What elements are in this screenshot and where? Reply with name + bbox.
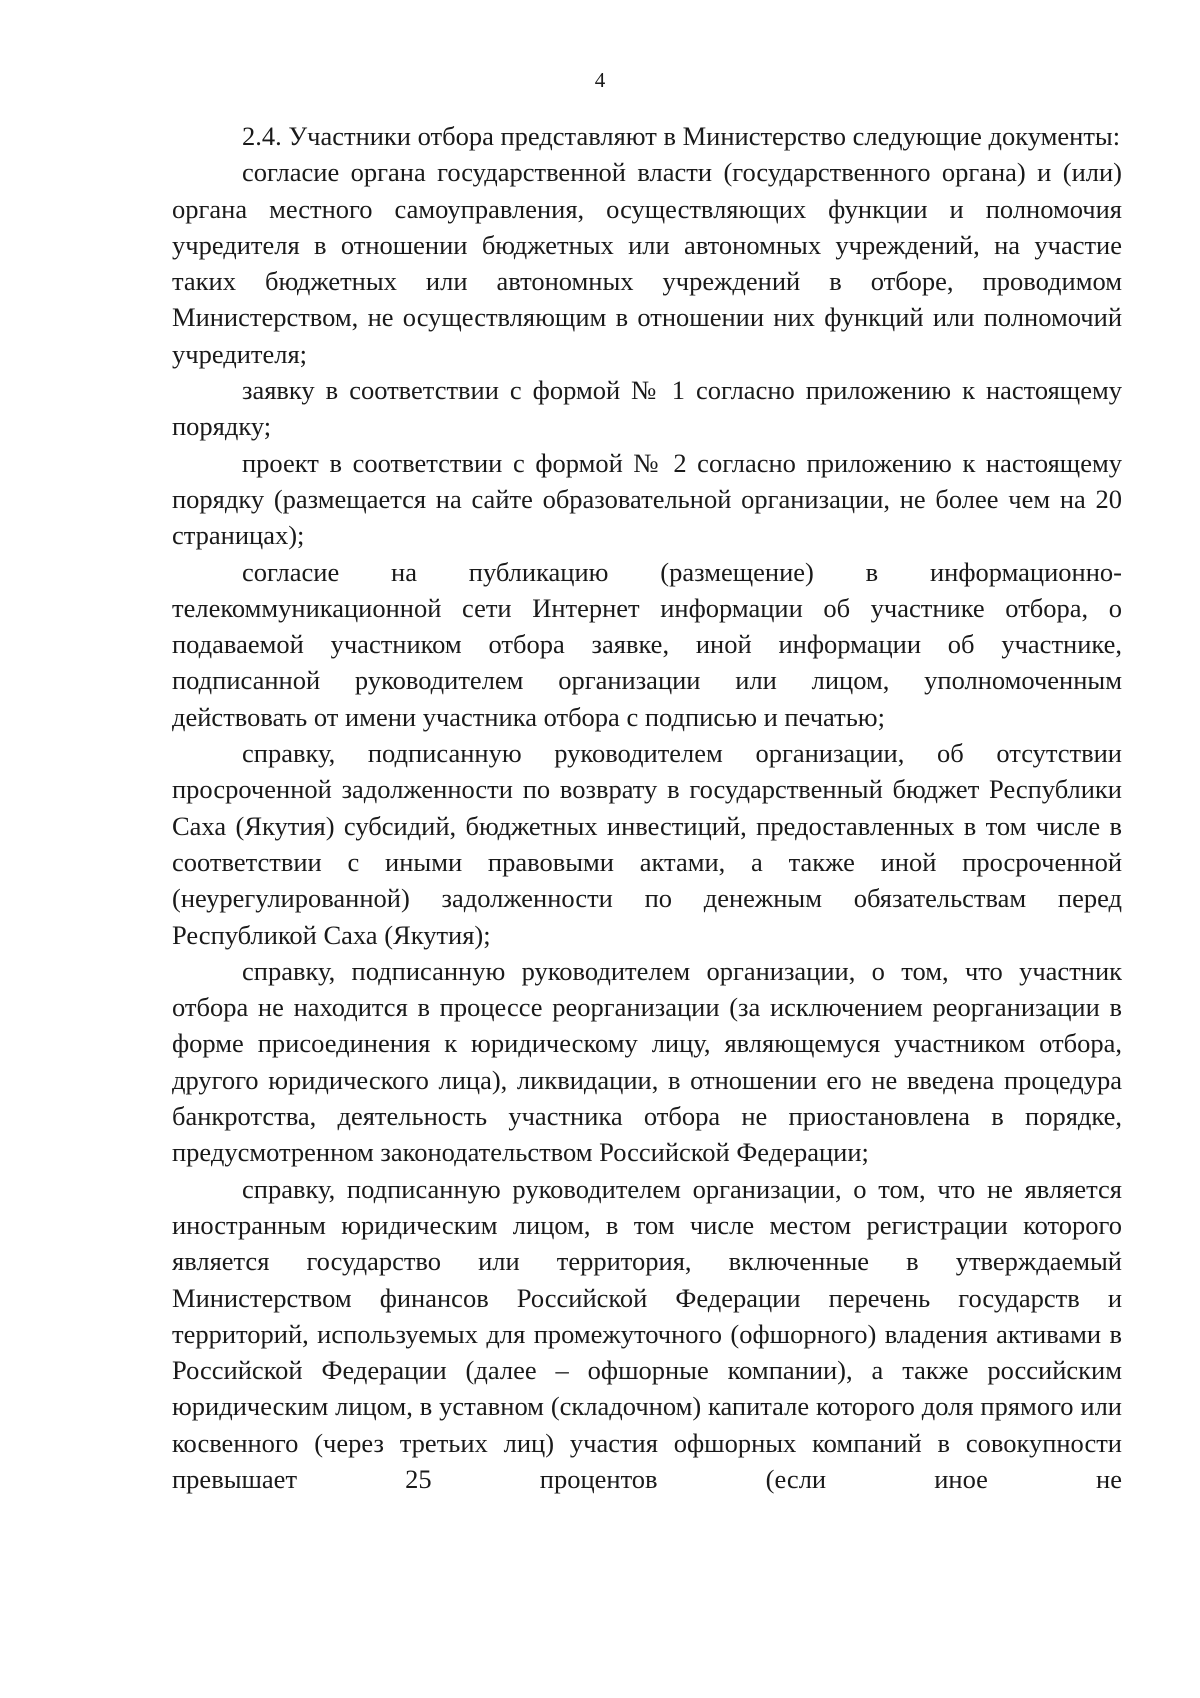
paragraph-2-4-intro: 2.4. Участники отбора представляют в Министерство следующие документы: (242, 121, 1121, 151)
paragraph-not-foreign-entity-certificate: справку, подписанную руководителем организации, о том, что не является иностранным юридическим лицом, в том числе местом регистрации которого является государство или территория, включенные в утверждаемый Министерством финансов Российской Федерации перечень государств и территорий, используемых для промежуточного (офшорного) владения активами в Российской Федерации (далее – офшорные компании), а также российским юридическим лицом, в уставном (складочном) капитале которого доля прямого или косвенного (через третьих лиц) участия офшорных компаний в совокупности превышает 25 процентов (если иное не (172, 1173, 1122, 1494)
page-number: 4 (594, 68, 606, 92)
paragraph-application-form-1: заявку в соответствии с формой № 1 согласно приложению к настоящему порядку; (172, 375, 1122, 442)
paragraph-publication-consent: согласие на публикацию (размещение) в информационно-телекоммуникационной сети Интернет информации об участнике отбора, о подаваемой участником отбора заявке, иной информации об участнике, подписанной руководителем организации или лицом, уполномоченным действовать от имени участника отбора с подписью и печатью; (172, 556, 1122, 732)
document-body (172, 118, 1122, 1497)
paragraph-no-reorganization-certificate: справку, подписанную руководителем организации, о том, что участник отбора не находится в процессе реорганизации (за исключением реорганизации в форме присоединения к юридическому лицу, являющемуся участником отбора, другого юридического лица), ликвидации, в отношении его не введена процедура банкротства, деятельность участника отбора не приостановлена в порядке, предусмотренном законодательством Российской Федерации; (172, 955, 1122, 1168)
paragraph-founder-consent: согласие органа государственной власти (государственного органа) и (или) органа местного самоуправления, осуществляющих функции и полномочия учредителя в отношении бюджетных или автономных учреждений, на участие таких бюджетных или автономных учреждений в отборе, проводимом Министерством, не осуществляющим в отношении них функций или полномочий учредителя; (172, 157, 1122, 369)
paragraph-project-form-2: проект в соответствии с формой № 2 согласно приложению к настоящему порядку (размещается на сайте образовательной организации, не более чем на 20 страницах); (172, 447, 1122, 551)
paragraph-no-overdue-debt-certificate: справку, подписанную руководителем организации, об отсутствии просроченной задолженности по возврату в государственный бюджет Республики Саха (Якутия) субсидий, бюджетных инвестиций, предоставленных в том числе в соответствии с иными правовыми актами, а также иной просроченной (неурегулированной) задолженности по денежным обязательствам перед Республикой Саха (Якутия); (172, 738, 1122, 950)
